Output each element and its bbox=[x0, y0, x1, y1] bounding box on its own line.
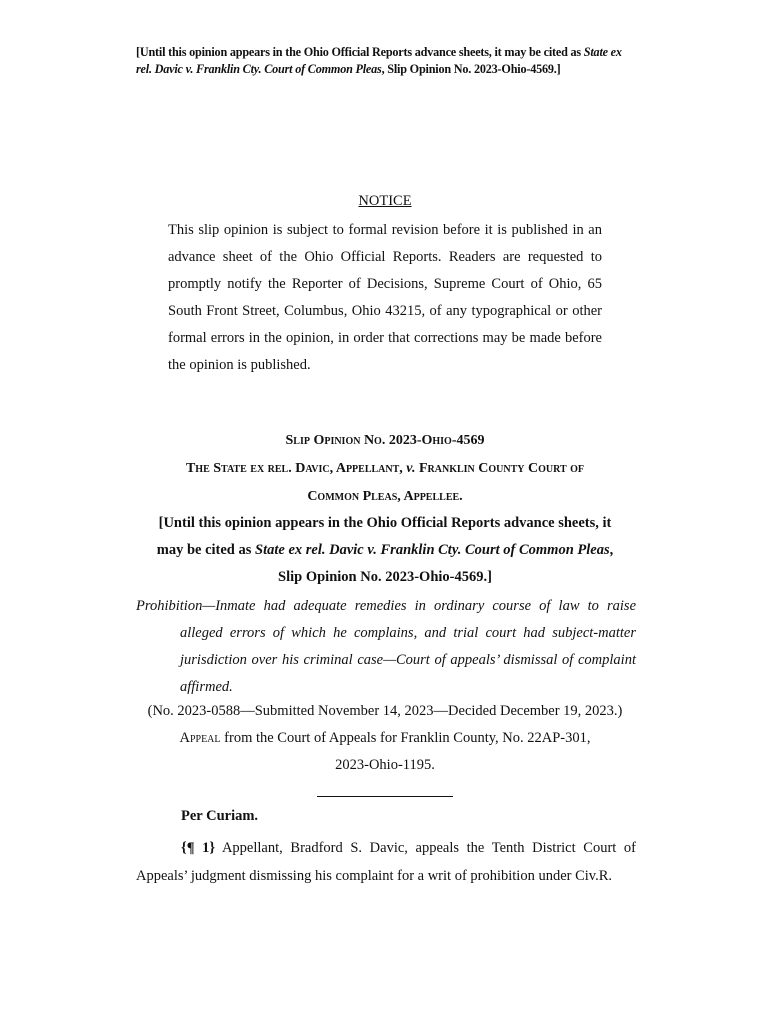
case-parties-line-1: The State ex rel. Davic, Appellant, v. Franklin County Court of bbox=[185, 461, 585, 476]
advance-sheet-citation-note: [Until this opinion appears in the Ohio Official Reports advance sheets, it may be cited as State ex rel. Davic v. Franklin Cty. Court of Common Pleas, Slip Opinion No. 2023-Ohio-4569.] bbox=[136, 45, 622, 76]
case-parties-line-2: Common Pleas, Appellee. bbox=[307, 489, 463, 504]
slip-opinion-number: Slip Opinion No. 2023-Ohio-4569 bbox=[285, 433, 485, 448]
per-curiam-heading: Per Curiam. bbox=[181, 808, 259, 824]
appeal-line-1: Appeal from the Court of Appeals for Franklin County, No. 22AP-301, bbox=[179, 730, 591, 746]
notice-body: This slip opinion is subject to formal revision before it is published in an advance sheet of the Ohio Official Reports. Readers are requested to promptly notify the Reporter of Decisions, Supreme Court of Ohio, 65 South Front Street, Columbus, Ohio 43215, of any typographical or other formal errors in the opinion, in order that corrections may be made before the opinion is published. bbox=[168, 222, 602, 373]
case-dates: (No. 2023-0588—Submitted November 14, 2023—Decided December 19, 2023.) bbox=[147, 703, 623, 719]
syllabus: Prohibition—Inmate had adequate remedies in ordinary course of law to raise alleged errors of which he complains, and trial court had subject-matter jurisdiction over his criminal case—Court of appeals’ dismissal of complaint affirmed. bbox=[136, 598, 636, 695]
appeal-line-2: 2023-Ohio-1195. bbox=[335, 757, 435, 773]
citation-line-2: may be cited as State ex rel. Davic v. Franklin Cty. Court of Common Pleas, bbox=[156, 542, 614, 558]
citation-line-3: Slip Opinion No. 2023-Ohio-4569.] bbox=[278, 569, 492, 585]
section-divider bbox=[317, 796, 453, 797]
citation-line-1: [Until this opinion appears in the Ohio Official Reports advance sheets, it bbox=[158, 515, 612, 531]
notice-title: NOTICE bbox=[358, 193, 412, 209]
opinion-paragraph-1: {¶ 1} Appellant, Bradford S. Davic, appeals the Tenth District Court of Appeals’ judgment dismissing his complaint for a writ of prohibition under Civ.R. bbox=[136, 840, 636, 884]
case-name-italic: State ex rel. Davic v. Franklin Cty. Court of Common Pleas bbox=[136, 45, 622, 76]
paragraph-number: {¶ 1} bbox=[181, 840, 216, 856]
